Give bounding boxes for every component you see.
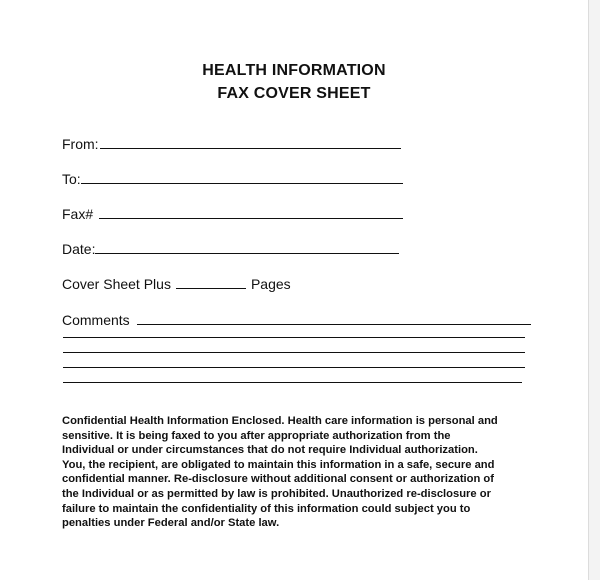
notice-line: the Individual or as permitted by law is prohibited. Unauthorized re-disclosure or <box>62 487 491 500</box>
notice-line: Confidential Health Information Enclosed. Health care information is personal and <box>62 415 498 427</box>
to-label: To: <box>62 171 81 187</box>
comments-line-4[interactable] <box>63 367 525 368</box>
date-field <box>62 237 399 257</box>
confidentiality-notice <box>62 414 532 531</box>
notice-line: failure to maintain the confidentiality of this information could subject you to <box>62 502 471 515</box>
cover-sheet-label: Cover Sheet Plus <box>62 276 171 292</box>
to-field <box>62 167 403 187</box>
comments-line-3[interactable] <box>63 352 525 353</box>
comments-label: Comments <box>62 312 130 328</box>
from-input-line[interactable] <box>100 148 401 149</box>
fax-field <box>62 202 403 222</box>
fax-input-line[interactable] <box>99 218 403 219</box>
document-title-line1: HEALTH INFORMATION <box>202 62 386 79</box>
notice-line: penalties under Federal and/or State law. <box>62 517 280 530</box>
comments-input-line[interactable] <box>137 324 531 325</box>
comments-line-2[interactable] <box>63 337 525 338</box>
to-input-line[interactable] <box>81 183 403 184</box>
notice-line: You, the recipient, are obligated to maintain this information in a safe, secure and <box>62 458 495 471</box>
fax-label: Fax# <box>62 206 94 222</box>
notice-line: confidential manner. Re-disclosure without additional consent or authorization of <box>62 473 494 486</box>
pages-label: Pages <box>250 276 291 292</box>
date-input-line[interactable] <box>95 253 399 254</box>
cover-sheet-pages-field <box>62 272 291 292</box>
comments-line-5[interactable] <box>63 382 522 383</box>
document-title-line2: FAX COVER SHEET <box>217 85 371 102</box>
comments-field <box>62 308 531 328</box>
notice-line: sensitive. It is being faxed to you after appropriate authorization from the <box>62 429 451 442</box>
from-label: From: <box>62 136 99 152</box>
from-field <box>62 132 401 152</box>
pages-count-input-line[interactable] <box>176 288 246 289</box>
date-label: Date: <box>62 241 96 257</box>
notice-line: Individual or under circumstances that do not require Individual authorization. <box>62 444 478 457</box>
